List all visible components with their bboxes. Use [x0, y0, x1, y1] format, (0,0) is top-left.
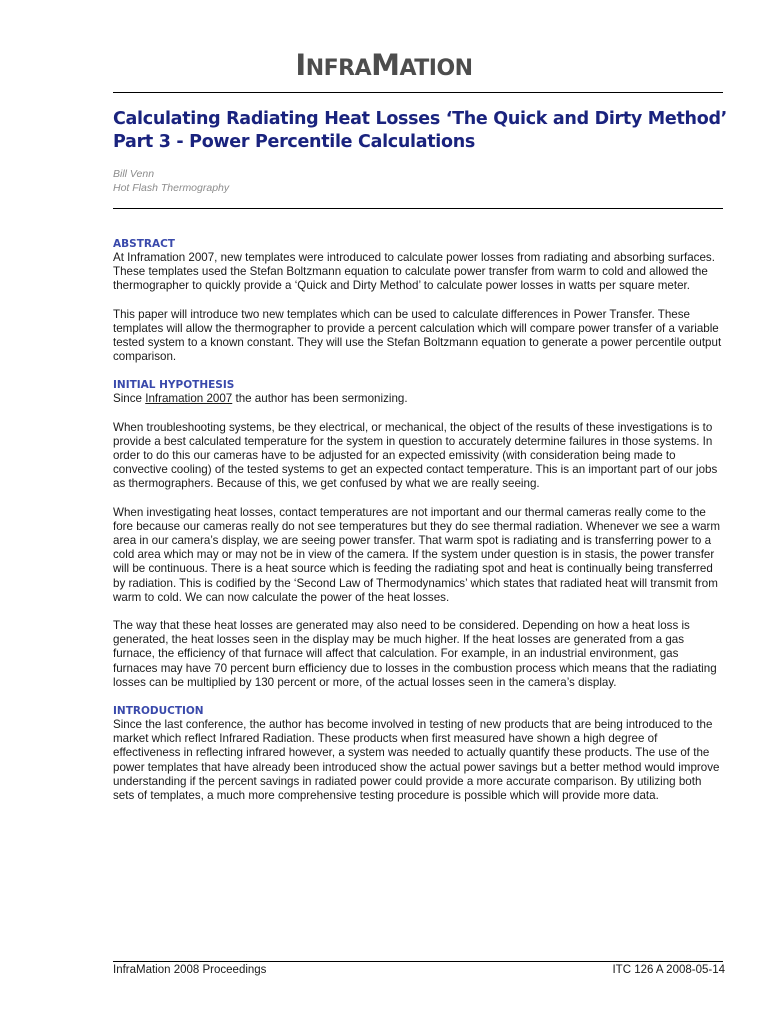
section-heading-hypothesis: INITIAL HYPOTHESIS — [113, 379, 235, 392]
header-divider — [113, 92, 723, 93]
hypothesis-paragraph: When troubleshooting systems, be they electrical, or mechanical, the object of the results of these investigations is to provide a best calculated temperature for the system in question to accurately determine failures in those systems. In order to do this our cameras have to be adjusted for an expected emissivity (with consideration being made to convective cooling) of the tested systems to get an expected contact temperature. This is an important part of our jobs as thermographers. Because of this, we get confused by what we are really seeing. — [113, 420, 718, 491]
section-heading-abstract: ABSTRACT — [113, 238, 175, 250]
hypothesis-paragraph: The way that these heat losses are generated may also need to be considered. Depending on how a heat loss is generated, the heat losses seen in the display may be much higher. If the heat losses are generated from a gas furnace, the efficiency of that furnace will affect that calculation. For example, in an industrial environment, gas furnaces may have 70 percent burn efficiency due to losses in the combustion process which means that the radiating losses can be multiplied by 130 percent or more, of the actual losses seen in the camera’s display. — [113, 619, 717, 689]
author-name: Bill Venn — [113, 168, 155, 180]
abstract-paragraph: At Inframation 2007, new templates were introduced to calculate power losses from radiating and absorbing surfaces. These templates used the Stefan Boltzmann equation to calculate power transfer from warm to cold and allowed the thermographer to quickly provide a ‘Quick and Dirty Method’ to calculate power losses in watts per square meter. — [113, 251, 715, 293]
title-divider — [113, 208, 723, 209]
introduction-paragraph: Since the last conference, the author has become involved in testing of new products that are being introduced to the market which reflect Infrared Radiation. These products when first measured have shown a high degree of effectiveness in reflecting infrared however, a system was needed to actually quantify these products. The use of the power templates that have already been introduced show the actual power savings but a better method would improve understanding if the percent savings in radiated power could provide a more accurate comparison. By utilizing both sets of templates, a much more comprehensive testing procedure is possible which will provide more data. — [113, 718, 720, 803]
page-footer — [113, 964, 725, 976]
footer-doc-id: ITC 126 A 2008-05-14 — [612, 964, 725, 976]
paper-body — [113, 237, 725, 817]
footer-proceedings: InfraMation 2008 Proceedings — [113, 964, 267, 976]
author-affiliation: Hot Flash Thermography — [113, 182, 230, 194]
hypothesis-paragraph: When investigating heat losses, contact temperatures are not important and our thermal cameras really come to the fore because our cameras really do not see temperatures but they do see thermal radiation. Whenever we see a warm area in our camera’s display, we are seeing power transfer. That warm spot is radiating and is transferring power to a cold area which may or may not be in view of the camera. If the system under question is in stasis, the power transfer will be continuous. There is a heat source which is feeding the radiating spot and heat is continually being transferred by radiation. This is codified by the ‘Second Law of Thermodynamics’ which states that radiated heat will transmit from warm to cold. We can now calculate the power of the heat losses. — [113, 505, 721, 604]
hypothesis-intro-paragraph: Since Inframation 2007 the author has been sermonizing. — [113, 392, 408, 406]
inframation-logo: INFRAMATION — [295, 48, 473, 82]
footer-divider — [113, 961, 723, 962]
section-heading-introduction: INTRODUCTION — [113, 705, 204, 718]
paper-title: Calculating Radiating Heat Losses ‘The Quick and Dirty Method’ Part 3 - Power Percentile Calculations — [113, 109, 728, 152]
abstract-paragraph: This paper will introduce two new templates which can be used to calculate differences in Power Transfer. These templates will allow the thermographer to provide a percent calculation which will compare power transfer of a variable tested system to a known constant. They will use the Stefan Boltzmann equation to generate a power percentile output comparison. — [113, 307, 722, 364]
inframation-2007-link[interactable]: Inframation 2007 — [145, 392, 233, 406]
